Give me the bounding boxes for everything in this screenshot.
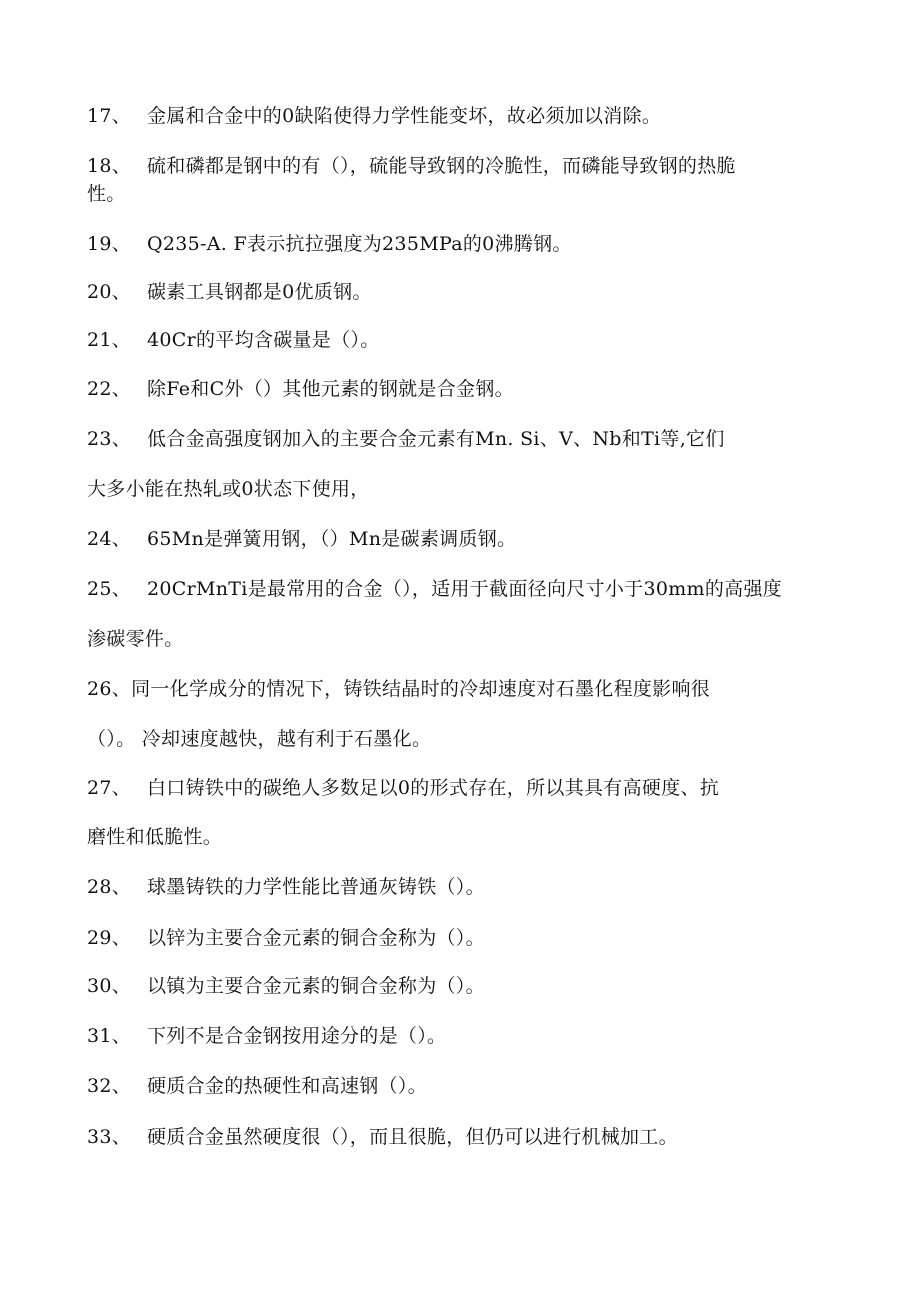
question-text-continued: 磨性和低脆性。 (87, 826, 223, 848)
question-text: 20CrMnTi是最常用的合金（），适用于截面径向尺寸小于30mm的高强度 (147, 578, 783, 600)
question-25-continued (87, 626, 184, 652)
question-31 (87, 1023, 446, 1049)
question-text: 球墨铸铁的力学性能比普通灰铸铁（）。 (147, 876, 485, 898)
question-28 (87, 874, 485, 900)
question-number: 23、 (87, 428, 132, 450)
question-33 (87, 1124, 678, 1150)
question-text-continued: （）。 冷却速度越快，越有利于石墨化。 (87, 728, 432, 750)
question-18-continued (87, 181, 126, 207)
question-number: 27、 (87, 777, 132, 799)
question-29 (87, 925, 485, 951)
question-17 (87, 103, 661, 129)
question-text: 低合金高强度钢加入的主要合金元素有Mn. Si、V、Nb和Ti等,它们 (147, 428, 725, 450)
question-number: 18、 (87, 155, 132, 177)
question-text: 硬质合金虽然硬度很（），而且很脆，但仍可以进行机械加工。 (147, 1126, 678, 1148)
question-text: 硬质合金的热硬性和高速钢（）。 (147, 1075, 428, 1097)
question-number: 28、 (87, 876, 132, 898)
question-text-continued: 性。 (87, 183, 126, 205)
question-text: 下列不是合金钢按用途分的是（）。 (147, 1025, 447, 1047)
question-text: 硫和磷都是钢中的有（），硫能导致钢的冷脆性，而磷能导致钢的热脆 (147, 155, 736, 177)
question-number: 17、 (87, 105, 132, 127)
question-number: 33、 (87, 1126, 132, 1148)
question-number: 29、 (87, 927, 132, 949)
question-number: 25、 (87, 578, 132, 600)
question-number: 31、 (87, 1025, 132, 1047)
question-22 (87, 376, 514, 402)
question-26-continued (87, 726, 431, 752)
question-25 (87, 576, 782, 602)
question-number: 20、 (87, 281, 132, 303)
question-text-continued: 大多小能在热轧或0状态下使用， (87, 478, 370, 500)
question-text: 金属和合金中的0缺陷使得力学性能变坏，故必须加以消除。 (147, 105, 662, 127)
question-number: 26、 (87, 678, 132, 700)
question-21 (87, 327, 380, 353)
question-text: 除Fe和C外（）其他元素的钢就是合金钢。 (147, 378, 514, 400)
question-text: 碳素工具钢都是0优质钢。 (147, 281, 372, 303)
question-text: 以镇为主要合金元素的铜合金称为（）。 (147, 975, 485, 997)
question-number: 32、 (87, 1075, 132, 1097)
question-text-continued: 渗碳零件。 (87, 628, 184, 650)
question-number: 22、 (87, 378, 132, 400)
question-number: 24、 (87, 528, 132, 550)
question-text: 65Mn是弹簧用钢，（）Mn是碳素调质钢。 (147, 528, 517, 550)
question-32 (87, 1073, 427, 1099)
question-number: 19、 (87, 233, 132, 255)
question-23 (87, 426, 725, 452)
question-text: 白口铸铁中的碳绝人多数足以0的形式存在，所以其具有高硬度、抗 (147, 777, 720, 799)
question-19 (87, 231, 572, 257)
question-27 (87, 775, 719, 801)
question-30 (87, 973, 485, 999)
question-26 (87, 676, 710, 702)
question-20 (87, 279, 372, 305)
question-18 (87, 153, 736, 179)
question-24 (87, 526, 516, 552)
question-text: 40Cr的平均含碳量是（）。 (147, 329, 380, 351)
question-number: 30、 (87, 975, 132, 997)
question-text: 同一化学成分的情况下，铸铁结晶时的冷却速度对石墨化程度影响很 (131, 678, 711, 700)
question-23-continued (87, 476, 370, 502)
question-27-continued (87, 824, 222, 850)
question-number: 21、 (87, 329, 132, 351)
question-text: 以锌为主要合金元素的铜合金称为（）。 (147, 927, 485, 949)
question-text: Q235-A. F表示抗拉强度为235MPa的0沸腾钢。 (147, 233, 572, 255)
